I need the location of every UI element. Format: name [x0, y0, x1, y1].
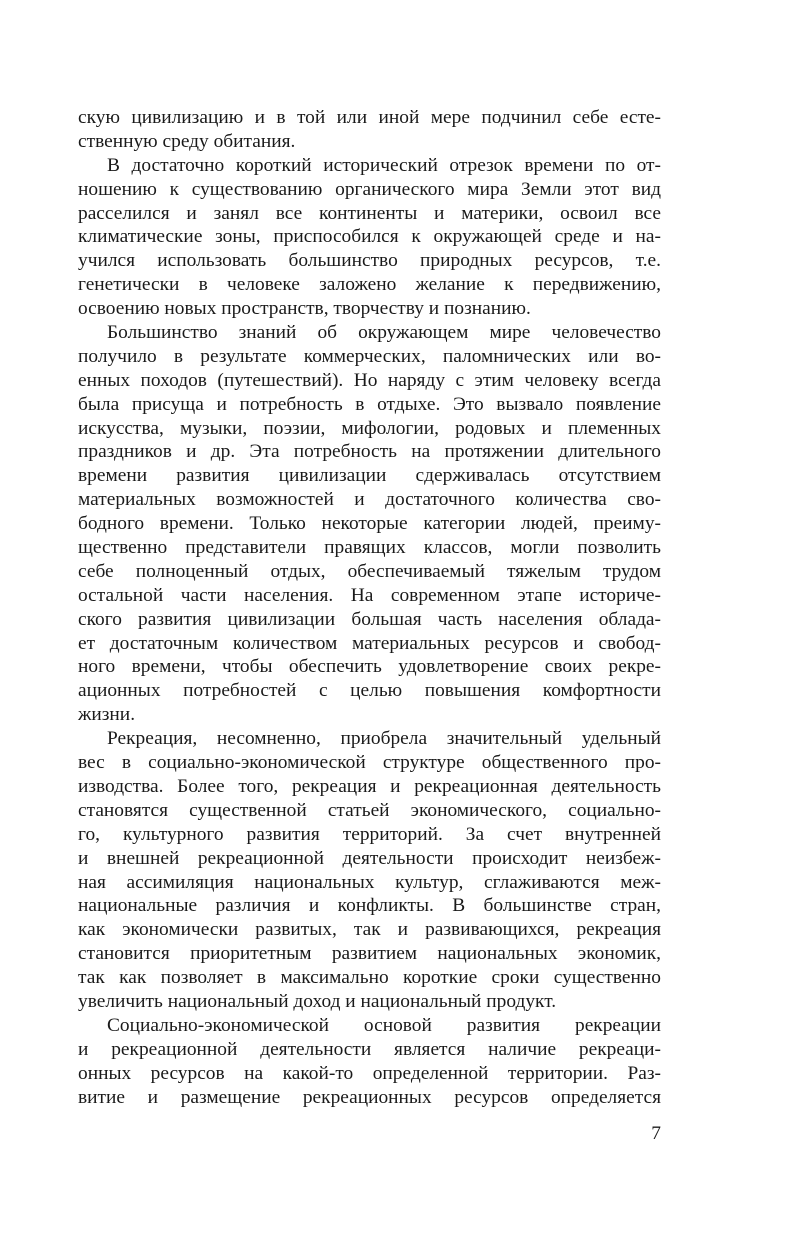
- text-line: Социально-экономической основой развития рекреации: [107, 1014, 661, 1036]
- text-line: го, культурного развития территорий. За счет внутренней: [78, 823, 661, 845]
- text-line: времени развития цивилизации сдерживалась отсутствием: [78, 465, 661, 487]
- text-line: Большинство знаний об окружающем мире человечество: [107, 322, 661, 344]
- text-line: ного времени, чтобы обеспечить удовлетворение своих рекре-: [78, 656, 661, 678]
- paragraph: [78, 106, 661, 154]
- text-line: увеличить национальный доход и национальный продукт.: [78, 990, 557, 1012]
- text-line: и внешней рекреационной деятельности происходит неизбеж-: [78, 847, 661, 869]
- text-line: скую цивилизацию и в той или иной мере подчинил себе есте-: [78, 107, 661, 128]
- text-line: В достаточно короткий исторический отрезок времени по от-: [107, 154, 661, 176]
- text-line: ная ассимиляция национальных культур, сглаживаются меж-: [78, 871, 661, 893]
- text-line: генетически в человеке заложено желание к передвижению,: [78, 274, 661, 296]
- body-text: [78, 106, 661, 1109]
- text-line: ского развития цивилизации большая часть населения облада-: [78, 608, 661, 630]
- text-line: как экономически развитых, так и развивающихся, рекреация: [78, 919, 661, 941]
- text-line: национальные различия и конфликты. В большинстве стран,: [78, 895, 661, 917]
- text-line: учился использовать большинство природных ресурсов, т.е.: [78, 250, 661, 272]
- text-line: себе полноценный отдых, обеспечиваемый тяжелым трудом: [78, 560, 661, 582]
- text-line: изводства. Более того, рекреация и рекреационная деятельность: [78, 775, 661, 797]
- paragraph: [78, 1014, 661, 1110]
- text-line: онных ресурсов на какой-то определенной территории. Раз-: [78, 1062, 661, 1084]
- text-line: ственную среду обитания.: [78, 130, 296, 152]
- text-line: остальной части населения. На современном этапе историче-: [78, 584, 661, 606]
- text-line: расселился и занял все континенты и материки, освоил все: [78, 202, 661, 224]
- text-line: витие и размещение рекреационных ресурсов определяется: [78, 1086, 661, 1108]
- text-line: ационных потребностей с целью повышения комфортности: [78, 680, 661, 702]
- text-line: была присуща и потребность в отдыхе. Это вызвало появление: [78, 393, 661, 415]
- text-line: праздников и др. Эта потребность на протяжении длительного: [78, 441, 661, 463]
- text-line: вес в социально-экономической структуре общественного про-: [78, 752, 661, 774]
- text-line: Рекреация, несомненно, приобрела значительный удельный: [107, 728, 661, 750]
- page-number: 7: [651, 1123, 661, 1144]
- text-line: так как позволяет в максимально короткие сроки существенно: [78, 967, 661, 989]
- text-line: становятся существенной статьей экономического, социально-: [78, 799, 661, 821]
- text-line: становится приоритетным развитием национальных экономик,: [78, 943, 661, 965]
- text-line: освоению новых пространств, творчеству и познанию.: [78, 298, 531, 320]
- text-line: ношению к существованию органического мира Земли этот вид: [78, 178, 661, 200]
- text-line: щественно представители правящих классов, могли позволить: [78, 537, 661, 559]
- paragraph: [78, 727, 661, 1014]
- text-line: бодного времени. Только некоторые категории людей, преиму-: [78, 513, 661, 535]
- text-line: ет достаточным количеством материальных ресурсов и свобод-: [78, 632, 661, 654]
- text-line: климатические зоны, приспособился к окружающей среде и на-: [78, 226, 661, 248]
- text-line: получило в результате коммерческих, паломнических или во-: [78, 345, 661, 367]
- text-line: и рекреационной деятельности является наличие рекреаци-: [78, 1038, 661, 1060]
- text-line: енных походов (путешествий). Но наряду с этим человеку всегда: [78, 369, 661, 391]
- text-line: жизни.: [78, 704, 136, 726]
- text-line: искусства, музыки, поэзии, мифологии, родовых и племенных: [78, 417, 661, 439]
- paragraph: [78, 321, 661, 727]
- text-line: материальных возможностей и достаточного количества сво-: [78, 489, 661, 511]
- paragraph: [78, 154, 661, 321]
